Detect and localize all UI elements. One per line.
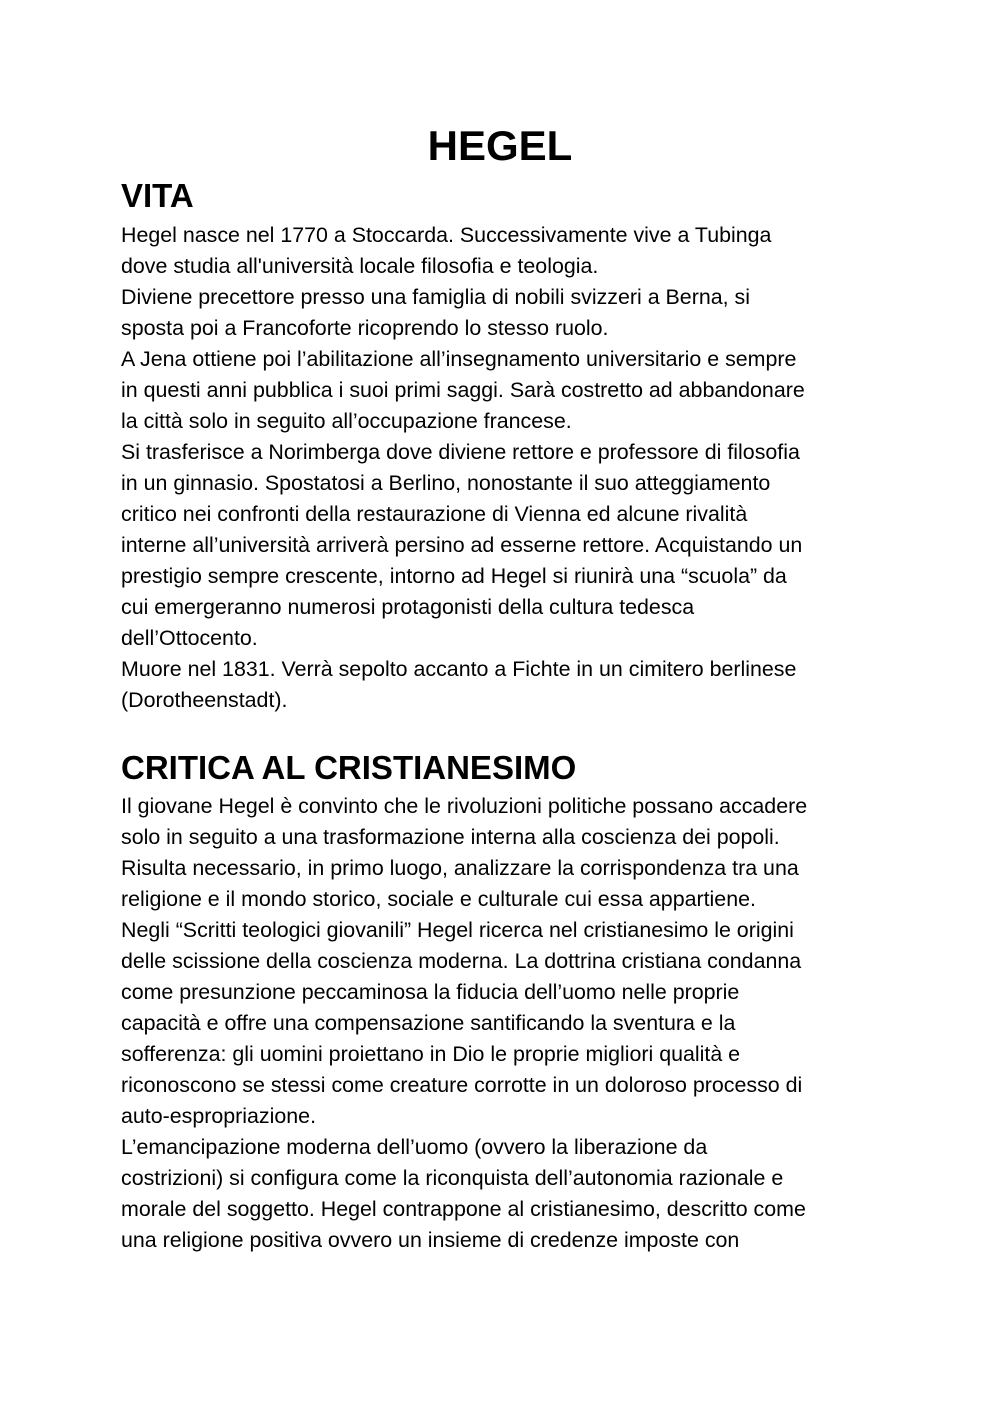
paragraph-line: costrizioni) si configura come la riconquista dell’autonomia razionale e xyxy=(121,1166,784,1190)
paragraph-line: L’emancipazione moderna dell’uomo (ovvero la liberazione da xyxy=(121,1135,708,1159)
section-body-critica xyxy=(121,791,921,1256)
paragraph-line: Hegel nasce nel 1770 a Stoccarda. Successivamente vive a Tubinga xyxy=(121,223,772,247)
paragraph-line: Negli “Scritti teologici giovanili” Hegel ricerca nel cristianesimo le origini xyxy=(121,918,794,942)
paragraph-line: prestigio sempre crescente, intorno ad Hegel si riunirà una “scuola” da xyxy=(121,564,787,588)
paragraph-line: dell’Ottocento. xyxy=(121,626,258,650)
paragraph-line: solo in seguito a una trasformazione interna alla coscienza dei popoli. xyxy=(121,825,780,849)
paragraph-line: Diviene precettore presso una famiglia di nobili svizzeri a Berna, si xyxy=(121,285,750,309)
paragraph-line: una religione positiva ovvero un insieme di credenze imposte con xyxy=(121,1228,740,1252)
section-heading-critica: CRITICA AL CRISTIANESIMO xyxy=(121,749,577,786)
paragraph-line: Risulta necessario, in primo luogo, analizzare la corrispondenza tra una xyxy=(121,856,799,880)
paragraph-line: (Dorotheenstadt). xyxy=(121,688,288,712)
paragraph-line: sposta poi a Francoforte ricoprendo lo stesso ruolo. xyxy=(121,316,609,340)
paragraph-line: sofferenza: gli uomini proiettano in Dio le proprie migliori qualità e xyxy=(121,1042,741,1066)
paragraph-line: capacità e offre una compensazione santificando la sventura e la xyxy=(121,1011,736,1035)
section-heading-vita: VITA xyxy=(121,177,194,214)
paragraph-line: critico nei confronti della restaurazione di Vienna ed alcune rivalità xyxy=(121,502,748,526)
page-title: HEGEL xyxy=(427,122,573,169)
paragraph-line: delle scissione della coscienza moderna. La dottrina cristiana condanna xyxy=(121,949,802,973)
paragraph-line: Si trasferisce a Norimberga dove diviene rettore e professore di filosofia xyxy=(121,440,800,464)
paragraph-line: cui emergeranno numerosi protagonisti della cultura tedesca xyxy=(121,595,695,619)
paragraph-line: interne all’università arriverà persino ad esserne rettore. Acquistando un xyxy=(121,533,803,557)
paragraph-line: auto-espropriazione. xyxy=(121,1104,317,1128)
paragraph-line: religione e il mondo storico, sociale e culturale cui essa appartiene. xyxy=(121,887,756,911)
paragraph-line: come presunzione peccaminosa la fiducia dell’uomo nelle proprie xyxy=(121,980,740,1004)
paragraph-line: Il giovane Hegel è convinto che le rivoluzioni politiche possano accadere xyxy=(121,794,808,818)
paragraph-line: morale del soggetto. Hegel contrappone al cristianesimo, descritto come xyxy=(121,1197,806,1221)
paragraph-line: in questi anni pubblica i suoi primi saggi. Sarà costretto ad abbandonare xyxy=(121,378,805,402)
section-body-vita xyxy=(121,220,921,716)
paragraph-line: in un ginnasio. Spostatosi a Berlino, nonostante il suo atteggiamento xyxy=(121,471,771,495)
paragraph-line: riconoscono se stessi come creature corrotte in un doloroso processo di xyxy=(121,1073,803,1097)
paragraph-line: Muore nel 1831. Verrà sepolto accanto a Fichte in un cimitero berlinese xyxy=(121,657,797,681)
paragraph-line: A Jena ottiene poi l’abilitazione all’insegnamento universitario e sempre xyxy=(121,347,797,371)
paragraph-line: la città solo in seguito all’occupazione francese. xyxy=(121,409,572,433)
paragraph-line: dove studia all'università locale filosofia e teologia. xyxy=(121,254,599,278)
